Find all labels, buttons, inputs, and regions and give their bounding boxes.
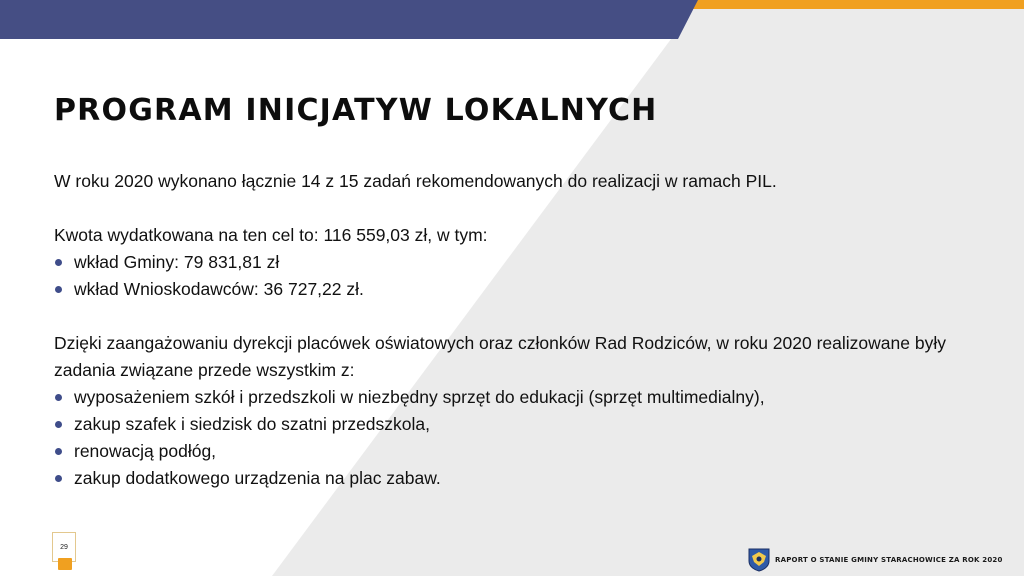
list-item: [54, 465, 984, 492]
list-item: [54, 384, 984, 411]
list-item: [54, 438, 984, 465]
amount-list: [54, 249, 984, 303]
tasks-list: [54, 384, 984, 492]
list-item-text: wyposażeniem szkół i przedszkoli w niezbędny sprzęt do edukacji (sprzęt multimedialny),: [74, 387, 765, 407]
city-crest-icon: [748, 548, 770, 572]
list-item: [54, 276, 984, 303]
slide-content: [54, 168, 984, 492]
page-number-accent: [58, 558, 72, 570]
amount-paragraph: Kwota wydatkowana na ten cel to: 116 559,03 zł, w tym:: [54, 225, 488, 245]
list-item: [54, 249, 984, 276]
list-item-text: renowacją podłóg,: [74, 441, 217, 461]
page-number: 29: [60, 544, 68, 551]
header-band: [0, 0, 698, 39]
bullet-icon: [55, 475, 62, 482]
bullet-icon: [55, 394, 62, 401]
header-accent-bar: [660, 0, 1024, 9]
list-item-text: wkład Gminy: 79 831,81 zł: [74, 252, 280, 272]
tasks-paragraph: Dzięki zaangażowaniu dyrekcji placówek oświatowych oraz członków Rad Rodziców, w roku 2020 realizowane były zadania związane przede wszystkim z:: [54, 333, 946, 380]
bullet-icon: [55, 448, 62, 455]
list-item-text: wkład Wnioskodawców: 36 727,22 zł.: [74, 279, 364, 299]
bullet-icon: [55, 259, 62, 266]
bullet-icon: [55, 421, 62, 428]
report-title: RAPORT O STANIE GMINY STARACHOWICE ZA ROK 2020: [775, 556, 1003, 564]
list-item-text: zakup szafek i siedzisk do szatni przedszkola,: [74, 414, 430, 434]
list-item: [54, 411, 984, 438]
bullet-icon: [55, 286, 62, 293]
intro-paragraph: W roku 2020 wykonano łącznie 14 z 15 zadań rekomendowanych do realizacji w ramach PIL.: [54, 171, 777, 191]
page-title: PROGRAM INICJATYW LOKALNYCH: [54, 93, 658, 128]
list-item-text: zakup dodatkowego urządzenia na plac zabaw.: [74, 468, 441, 488]
footer: [748, 548, 1003, 572]
